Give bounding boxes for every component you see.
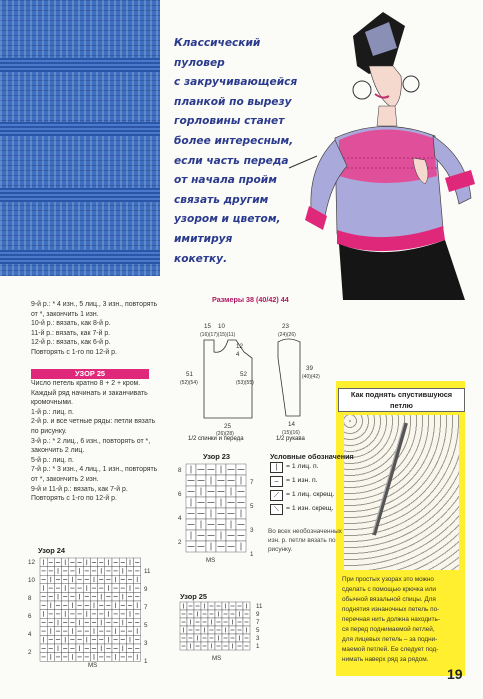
instruction-line: от *, закончить 1 изн. bbox=[31, 310, 99, 318]
chart-24-row-label: 3 bbox=[144, 640, 148, 647]
chart-23-row-label: 7 bbox=[250, 479, 254, 486]
front-bottom: 25 bbox=[224, 423, 231, 430]
chart-25 bbox=[176, 600, 266, 662]
tip-line: При простых узорах это можно bbox=[342, 576, 434, 583]
intro-line: горловины станет bbox=[174, 115, 285, 128]
uzor25-heading: УЗОР 25 bbox=[31, 369, 149, 379]
tip-knit-illustration bbox=[344, 415, 459, 570]
chart-23-row-label: 2 bbox=[178, 539, 182, 546]
sleeve-caption: 1/2 рукава bbox=[276, 436, 305, 442]
chart-23 bbox=[176, 462, 260, 562]
legend bbox=[270, 462, 336, 522]
tip-title: Как поднять спустившуюся петлю bbox=[338, 388, 465, 412]
legend-note-line: рисунку. bbox=[268, 546, 293, 553]
crossed-purl-symbol: ⟍ bbox=[270, 504, 283, 515]
chart-24-row-label: 12 bbox=[28, 559, 35, 566]
instruction-line: Каждый ряд начинать и заканчивать bbox=[31, 389, 148, 397]
knit-symbol: | bbox=[270, 462, 283, 473]
instruction-line: закончить 2 лиц. bbox=[31, 447, 85, 455]
page-number: 19 bbox=[447, 666, 463, 682]
front-top-sub: (16)(17)(15)(11) bbox=[200, 332, 236, 338]
legend-note-line: изн. р. петли вязать по bbox=[268, 537, 336, 544]
chart-25-row-label: 7 bbox=[256, 619, 260, 626]
instruction-line: Повторять с 1-го по 12-й р. bbox=[31, 348, 117, 356]
chart-23-title: Узор 23 bbox=[203, 452, 231, 461]
front-neck-sub: 4 bbox=[236, 351, 240, 358]
front-top-left: 15 bbox=[204, 323, 211, 330]
tip-line: нимать наверх ряд за рядом. bbox=[342, 656, 429, 663]
instruction-line: Число петель кратно 8 + 2 + кром. bbox=[31, 380, 141, 387]
chart-25-row-label: 9 bbox=[256, 611, 260, 618]
instruction-line: кромочными. bbox=[31, 399, 73, 407]
chart-24-row-label: 8 bbox=[28, 595, 32, 602]
chart-23-row-label: 3 bbox=[250, 527, 254, 534]
sizes-heading: Размеры 38 (40/42) 44 bbox=[212, 295, 289, 304]
sleeve-pattern-schematic bbox=[268, 318, 328, 442]
sleeve-bottom-sub: (15)(16) bbox=[282, 430, 300, 436]
instruction-line: 7-й р.: * 3 изн., 4 лиц., 1 изн., повторять bbox=[31, 466, 158, 474]
front-bottom-sub: (26)(28) bbox=[216, 431, 234, 437]
chart-24-repeat: MS bbox=[88, 662, 98, 668]
chart-23-row-label: 6 bbox=[178, 491, 182, 498]
chart-23-grid bbox=[186, 464, 246, 552]
chart-24 bbox=[28, 556, 158, 668]
legend-item: = 1 изн. п. bbox=[286, 477, 318, 484]
chart-24-row-label: 6 bbox=[28, 613, 32, 620]
legend-title: Условные обозначения bbox=[270, 452, 354, 461]
chart-23-row-label: 1 bbox=[250, 551, 254, 558]
tip-line: ся перед поднимаемой петлей, bbox=[342, 626, 435, 633]
front-pattern-schematic bbox=[180, 318, 274, 442]
chart-24-grid bbox=[40, 558, 141, 661]
intro-line: узором и цветом, bbox=[174, 213, 281, 226]
tip-line: поднятия изнаночных петель по- bbox=[342, 606, 440, 613]
instruction-line: 9-й р.: * 4 изн., 5 лиц., 3 изн., повторять bbox=[31, 301, 158, 308]
chart-25-row-label: 5 bbox=[256, 627, 260, 634]
legend-item: = 1 изн. скрещ. bbox=[286, 505, 334, 512]
sleeve-bottom: 14 bbox=[288, 421, 295, 428]
front-right-height-sub: (53)(55) bbox=[236, 380, 254, 386]
purl-symbol: – bbox=[270, 476, 283, 487]
intro-line: с закручивающейся bbox=[174, 76, 298, 89]
tip-line: маемой петлей. Ее следует под- bbox=[342, 646, 439, 653]
sleeve-top: 23 bbox=[282, 323, 289, 330]
fashion-illustration bbox=[265, 8, 483, 300]
chart-25-row-label: 1 bbox=[256, 643, 260, 650]
intro-line: связать другим bbox=[174, 193, 269, 206]
instruction-line: 3-й р.: * 2 лиц., 6 изн., повторять от *, bbox=[31, 437, 151, 445]
front-caption: 1/2 спинки и переда bbox=[188, 436, 244, 442]
legend-item: = 1 лиц. п. bbox=[286, 463, 319, 470]
intro-line: от начала пройм bbox=[174, 174, 277, 187]
chart-24-row-label: 7 bbox=[144, 604, 148, 611]
chart-23-row-label: 5 bbox=[250, 503, 254, 510]
tip-line: обычной вязальной спицы. Для bbox=[342, 596, 436, 603]
tip-text bbox=[342, 575, 462, 665]
tip-line: для лицевых петель – за подни- bbox=[342, 636, 438, 643]
chart-24-row-label: 2 bbox=[28, 649, 32, 656]
instruction-line: 1-й р.: лиц. п. bbox=[31, 408, 74, 416]
front-top-right: 10 bbox=[218, 323, 225, 330]
crossed-knit-symbol: ⟋ bbox=[270, 490, 283, 501]
chart-25-title: Узор 25 bbox=[180, 592, 208, 601]
legend-item: = 1 лиц. скрещ. bbox=[286, 491, 335, 498]
sleeve-height: 39 bbox=[306, 365, 313, 372]
legend-note-line: Во всех необозначенных bbox=[268, 528, 342, 535]
instruction-line: 12-й р.: вязать, как 6-й р. bbox=[31, 339, 111, 347]
tip-line: сделать с помощью крючка или bbox=[342, 586, 436, 593]
intro-line: Классический bbox=[174, 37, 261, 49]
intro-line: планкой по вырезу bbox=[174, 95, 292, 108]
instruction-line: от *, закончить 2 изн. bbox=[31, 475, 99, 483]
front-left-height-sub: (52)(54) bbox=[180, 380, 198, 386]
intro-line: пуловер bbox=[174, 56, 225, 69]
intro-line: более интересным, bbox=[174, 134, 294, 147]
intro-line: если часть переда bbox=[174, 154, 289, 167]
chart-24-row-label: 5 bbox=[144, 622, 148, 629]
front-right-height: 52 bbox=[240, 371, 247, 378]
sleeve-height-sub: (40)(42) bbox=[302, 374, 320, 380]
instruction-line: 10-й р.: вязать, как 8-й р. bbox=[31, 320, 111, 328]
instructions-top bbox=[31, 300, 157, 358]
crochet-hook-illustration bbox=[344, 415, 459, 570]
chart-24-title: Узор 24 bbox=[38, 546, 66, 555]
chart-24-row-label: 9 bbox=[144, 586, 148, 593]
chart-25-row-label: 3 bbox=[256, 635, 260, 642]
chart-24-row-label: 10 bbox=[28, 577, 35, 584]
front-neck: 12 bbox=[236, 343, 243, 350]
instruction-line: 5-й р.: лиц. п. bbox=[31, 456, 74, 464]
chart-24-row-label: 4 bbox=[28, 631, 32, 638]
tip-line: перечная нить должна находить- bbox=[342, 616, 440, 623]
chart-24-row-label: 11 bbox=[144, 568, 151, 575]
legend-note bbox=[268, 527, 342, 554]
instruction-line: 11-й р.: вязать, как 7-й р. bbox=[31, 329, 111, 337]
chart-25-grid bbox=[180, 602, 250, 650]
instruction-line: по рисунку. bbox=[31, 427, 67, 435]
instruction-line: 9-й и 11-й р.: вязать, как 7-й р. bbox=[31, 485, 128, 493]
instruction-line: 2-й р. и все четные ряды: петли вязать bbox=[31, 418, 156, 426]
chart-25-row-label: 11 bbox=[256, 603, 263, 610]
chart-25-repeat: MS bbox=[212, 655, 222, 662]
front-left-height: 51 bbox=[186, 371, 193, 378]
knit-swatch-photo bbox=[0, 0, 160, 276]
sleeve-top-sub: (24)(26) bbox=[278, 332, 296, 338]
instructions-uzor25 bbox=[31, 379, 157, 504]
chart-23-row-label: 4 bbox=[178, 515, 182, 522]
instruction-line: Повторять с 1-го по 12-й р. bbox=[31, 495, 117, 503]
chart-24-row-label: 1 bbox=[144, 658, 148, 665]
chart-23-row-label: 8 bbox=[178, 467, 182, 474]
intro-line: имитируя bbox=[174, 232, 233, 245]
chart-23-repeat: MS bbox=[206, 557, 216, 562]
intro-line: кокетку. bbox=[174, 252, 228, 265]
